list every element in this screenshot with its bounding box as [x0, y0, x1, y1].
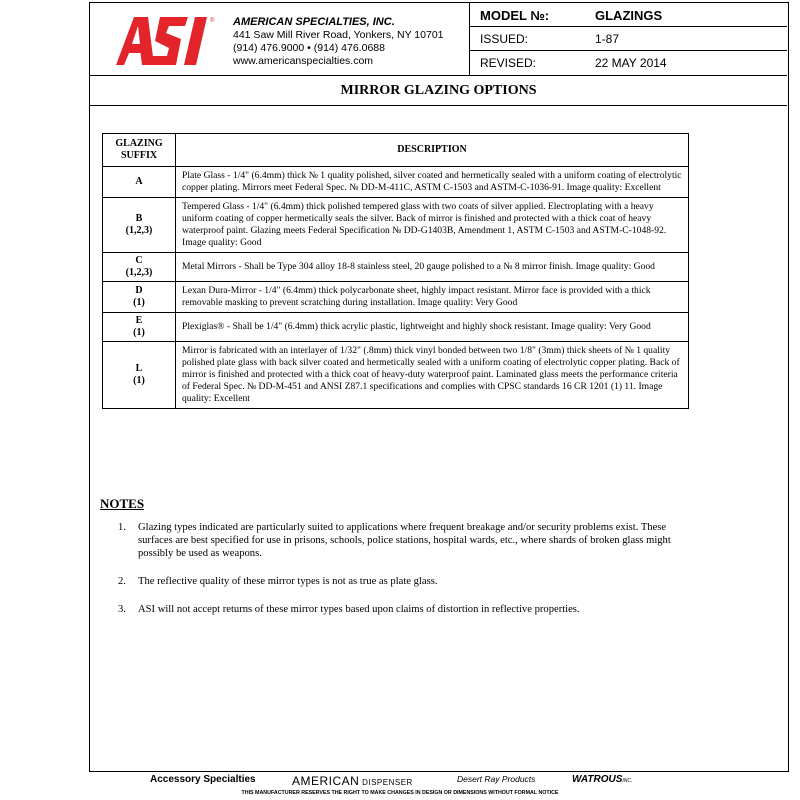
suffix-header-line2: SUFFIX	[120, 150, 158, 161]
suffix-header-line1: GLAZING	[115, 138, 163, 149]
model-row	[470, 3, 787, 27]
brand-watrous-main: WATROUS	[572, 774, 623, 785]
company-name: AMERICAN SPECIALTIES, INC.	[233, 16, 395, 28]
suffix-cell	[103, 198, 176, 253]
description-cell: Tempered Glass - 1/4" (6.4mm) thick polished tempered glass with two coats of silver applied. Electroplating with a heavy uniform coating of copper hermetically seals the silver. Back of mirror is finished and protected with a thick coat of heavy waterproof paint. Glazing meets Federal Specification № DD-G1403B, Amendment 1, ASTM C-1503 and ASTM-C-1048-92. Image quality: Good	[176, 198, 689, 253]
table-row	[103, 198, 689, 253]
revised-row	[470, 51, 787, 75]
suffix-code: B	[135, 213, 143, 224]
description-cell: Plexiglas® - Shall be 1/4" (6.4mm) thick acrylic plastic, lightweight and highly shock resistant. Image quality: Very Good	[176, 313, 689, 342]
company-address: 441 Saw Mill River Road, Yonkers, NY 10701	[233, 29, 444, 41]
suffix-cell	[103, 253, 176, 282]
page-title: MIRROR GLAZING OPTIONS	[90, 76, 787, 106]
brand-american-small: DISPENSER	[359, 778, 413, 787]
table-header-row	[103, 134, 689, 167]
asi-logo	[102, 13, 216, 67]
description-cell: Mirror is fabricated with an interlayer of 1/32" (.8mm) thick vinyl bonded between two 1/8" (3mm) thick sheets of № 1 quality polished plate glass with back silver coated and hermetically sealed with a uniform coating of electrolytic copper plating. Back of mirror is finished and protected with a thick coat of heavy-duty waterproof paint. Laminated glass meets the performance criteria of Federal Spec. № DD-M-451 and ANSI Z87.1 specifications and complies with CPSC standards 16 CR 1201 (1) 11. Image quality: Excellent	[176, 342, 689, 409]
brand-desert-ray: Desert Ray Products	[457, 774, 536, 784]
suffix-cell	[103, 342, 176, 409]
notes-heading: NOTES	[100, 496, 145, 511]
note-text: ASI will not accept returns of these mirror types based upon claims of distortion in reflective properties.	[138, 604, 580, 615]
suffix-cell	[103, 167, 176, 198]
note-item	[118, 575, 690, 588]
note-number: 2.	[118, 576, 126, 587]
notes-list	[118, 521, 690, 631]
footer-brands	[0, 772, 800, 790]
suffix-note: (1)	[133, 297, 145, 308]
table-row	[103, 253, 689, 282]
note-number: 1.	[118, 522, 126, 533]
model-value: GLAZINGS	[595, 8, 663, 23]
table-row	[103, 342, 689, 409]
suffix-code: A	[135, 176, 143, 187]
svg-text:®: ®	[210, 18, 215, 24]
suffix-note: (1)	[133, 327, 145, 338]
suffix-cell	[103, 313, 176, 342]
model-info	[469, 3, 787, 75]
issued-label: ISSUED:	[480, 32, 529, 46]
company-phones: (914) 476.9000 • (914) 476.0688	[233, 42, 385, 54]
table-row	[103, 313, 689, 342]
brand-watrous-small: INC.	[622, 778, 633, 784]
table-row	[103, 167, 689, 198]
table-row	[103, 282, 689, 313]
note-text: Glazing types indicated are particularly suited to applications where frequent breakage and/or security problems exist. These surfaces are best specified for use in prisons, schools, police stations, hospital wards, etc., where shards of broken glass might possibly be used as weapons.	[138, 522, 671, 559]
suffix-code: L	[135, 363, 143, 374]
description-column-header: DESCRIPTION	[176, 134, 689, 167]
glazing-table	[102, 133, 689, 409]
suffix-code: D	[135, 285, 143, 296]
note-number: 3.	[118, 604, 126, 615]
company-block	[233, 16, 444, 68]
suffix-column-header	[103, 134, 176, 167]
note-item	[118, 603, 690, 616]
description-cell: Metal Mirrors - Shall be Type 304 alloy 18-8 stainless steel, 20 gauge polished to a № 8 mirror finish. Image quality: Good	[176, 253, 689, 282]
issued-row	[470, 27, 787, 51]
suffix-cell	[103, 282, 176, 313]
suffix-code: E	[135, 315, 143, 326]
note-text: The reflective quality of these mirror types is not as true as plate glass.	[138, 576, 438, 587]
note-item	[118, 521, 690, 560]
suffix-note: (1)	[133, 375, 145, 386]
model-label: MODEL №:	[480, 8, 550, 23]
header	[90, 3, 787, 76]
brand-american-dispenser	[292, 774, 413, 788]
revised-label: REVISED:	[480, 56, 537, 70]
brand-american-main: AMERICAN	[292, 774, 360, 788]
footer-notice: THIS MANUFACTURER RESERVES THE RIGHT TO MAKE CHANGES IN DESIGN OR DIMENSIONS WITHOUT FORMAL NOTICE	[241, 790, 559, 796]
issued-value: 1-87	[595, 32, 620, 46]
brand-accessory-specialties: Accessory Specialties	[150, 774, 256, 785]
suffix-note: (1,2,3)	[125, 267, 153, 278]
revised-value: 22 MAY 2014	[595, 56, 667, 70]
description-cell: Lexan Dura-Mirror - 1/4" (6.4mm) thick polycarbonate sheet, highly impact resistant. Mirror face is provided with a thick removable masking to prevent scratching during installation. Image quality: Very Good	[176, 282, 689, 313]
brand-watrous	[572, 774, 632, 785]
suffix-code: C	[135, 255, 143, 266]
company-website[interactable]: www.americanspecialties.com	[233, 55, 374, 67]
suffix-note: (1,2,3)	[125, 225, 153, 236]
description-cell: Plate Glass - 1/4" (6.4mm) thick № 1 quality polished, silver coated and hermetically sealed with a uniform coating of electrolytic copper plating. Mirrors meet Federal Spec. № DD-M-411C, ASTM C-1503 and ASTM-C-1036-91. Image quality: Excellent	[176, 167, 689, 198]
spec-sheet	[89, 2, 789, 772]
